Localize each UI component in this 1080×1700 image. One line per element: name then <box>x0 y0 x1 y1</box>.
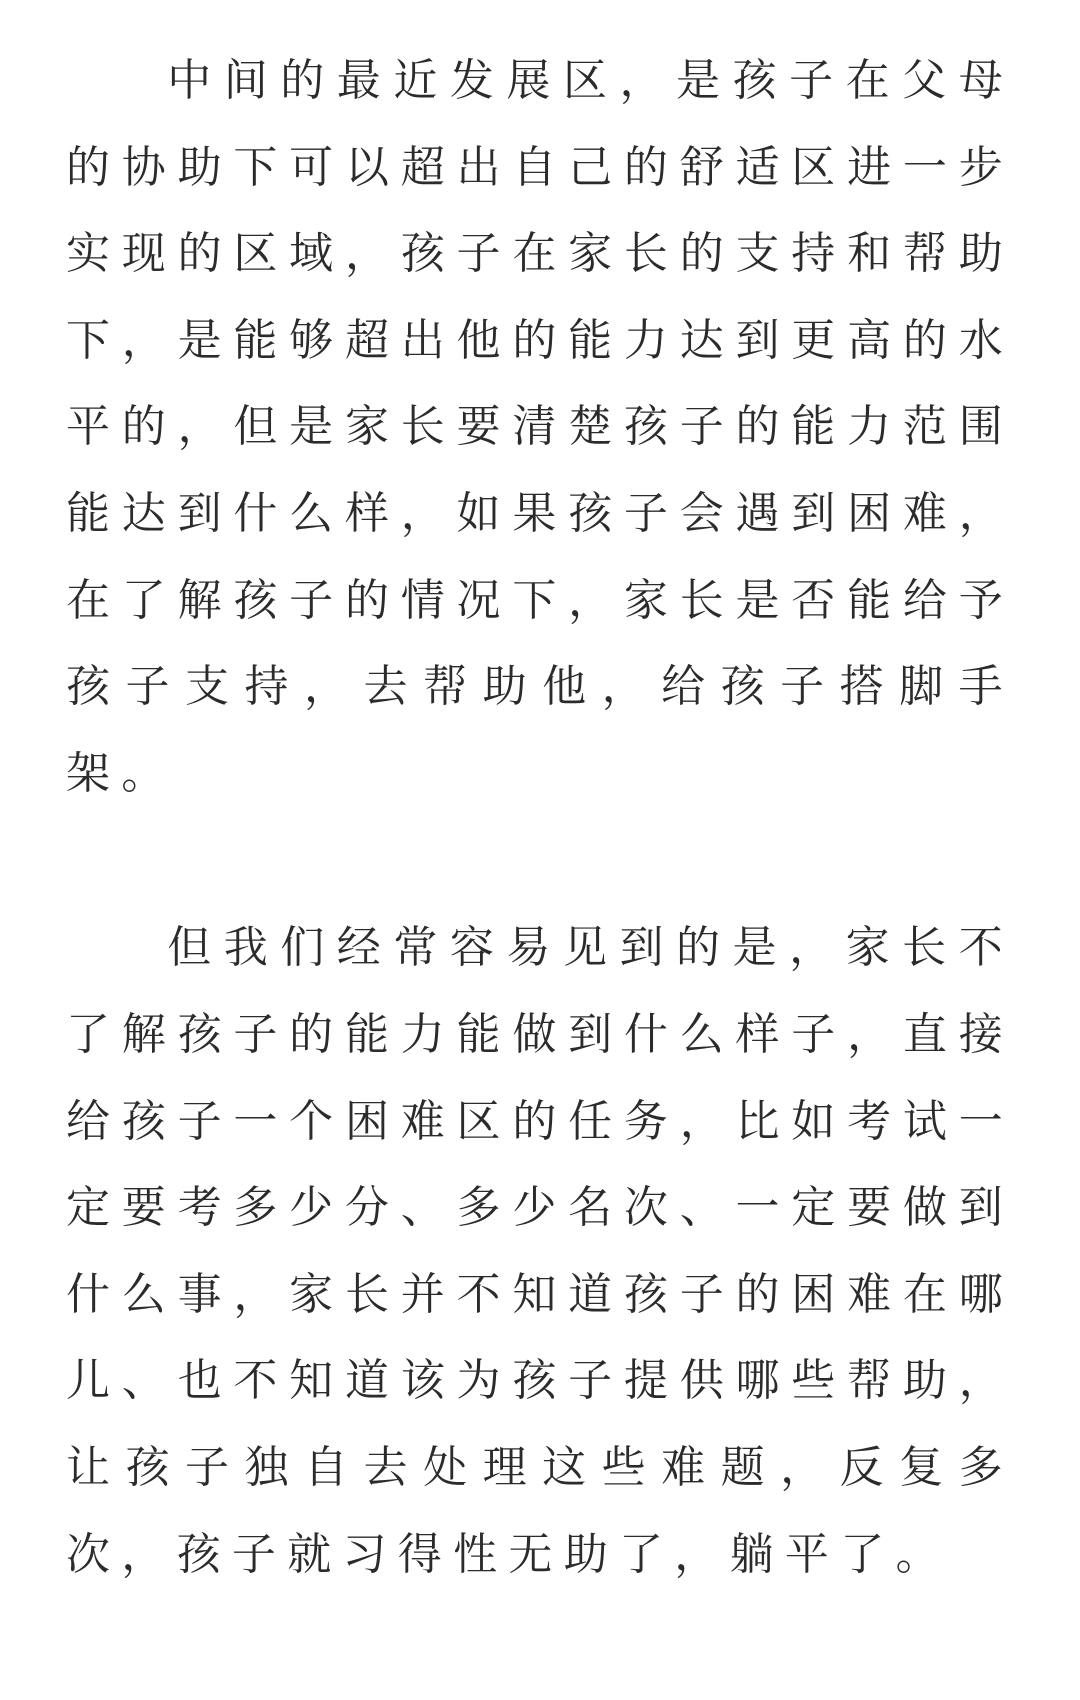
paragraph-1: 中间的最近发展区，是孩子在父母的协助下可以超出自己的舒适区进一步实现的区域，孩子在家长的支持和帮助下，是能够超出他的能力达到更高的水平的，但是家长要清楚孩子的能力范围能达到什么样，如果孩子会遇到困难，在了解孩子的情况下，家长是否能给予孩子支持，去帮助他，给孩子搭脚手架。 <box>66 55 1014 799</box>
paragraph-2: 但我们经常容易见到的是，家长不了解孩子的能力能做到什么样子，直接给孩子一个困难区的任务，比如考试一定要考多少分、多少名次、一定要做到什么事，家长并不知道孩子的困难在哪儿、也不知道该为孩子提供哪些帮助，让孩子独自去处理这些难题，反复多次，孩子就习得性无助了，躺平了。 <box>66 922 1014 1580</box>
article-body <box>66 38 1014 1598</box>
